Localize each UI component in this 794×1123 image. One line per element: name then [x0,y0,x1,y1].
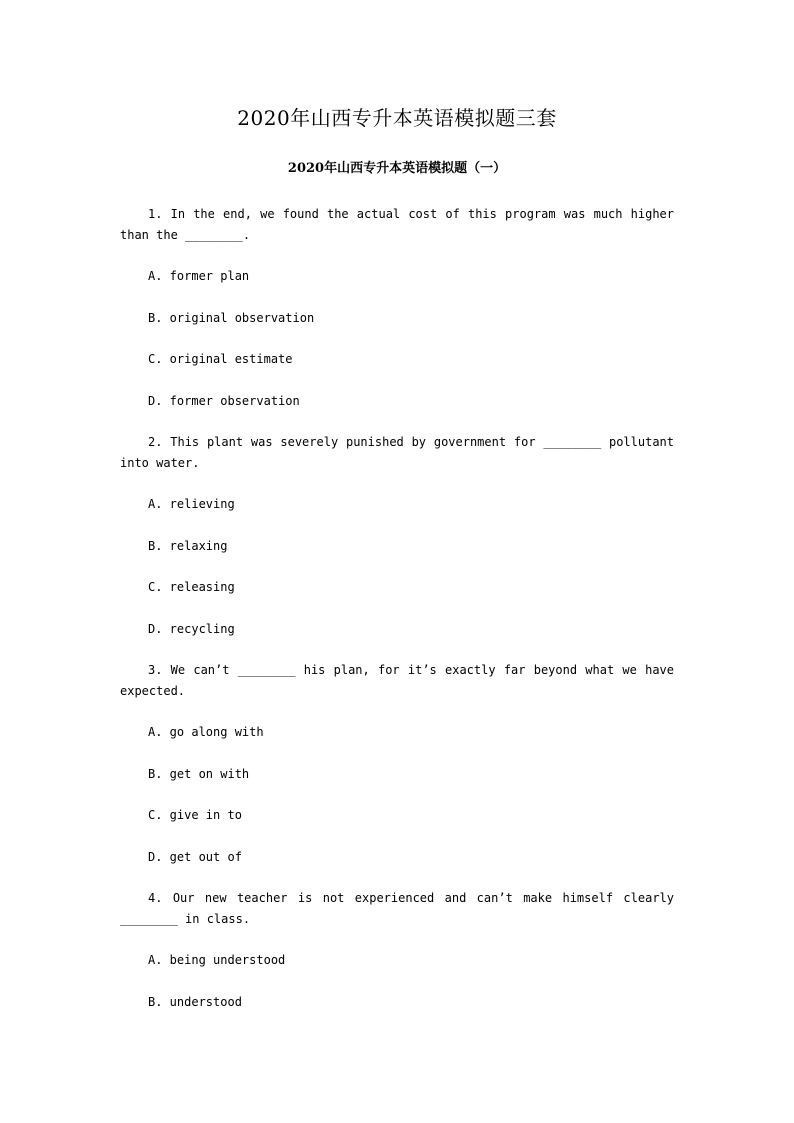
question-1-option-b: B. original observation [148,310,315,325]
question-1-option-a: A. former plan [148,269,250,283]
question-2-option-b: B. relaxing [148,538,228,553]
question-1-option-d: D. former observation [148,393,300,408]
question-2-option-a: A. relieving [148,497,235,511]
question-3-option-a: A. go along with [148,725,264,739]
question-2-option-c: C. releasing [148,580,235,594]
section-title: 2020年山西专升本英语模拟题（一） [287,161,507,176]
question-4-text: 4. Our new teacher is not experienced and can’t make himself clearly ________ in class. [120,891,674,926]
question-3-option-b: B. get on with [148,766,250,781]
question-1-text: 1. In the end, we found the actual cost of this program was much higher than the ________. [120,207,674,242]
question-4-option-b: B. understood [148,994,242,1009]
question-3-option-c: C. give in to [148,808,242,822]
document-title: 2020年山西专升本英语模拟题三套 [237,106,557,130]
question-3-text: 3. We can’t ________ his plan, for it’s exactly far beyond what we have expected. [120,663,674,698]
question-2-text: 2. This plant was severely punished by government for ________ pollutant into water. [120,435,674,470]
question-1-option-c: C. original estimate [148,352,293,366]
question-list [120,204,674,1033]
question-4-option-a: A. being understood [148,953,286,967]
question-3-option-d: D. get out of [148,849,242,864]
question-2-option-d: D. recycling [148,621,235,636]
